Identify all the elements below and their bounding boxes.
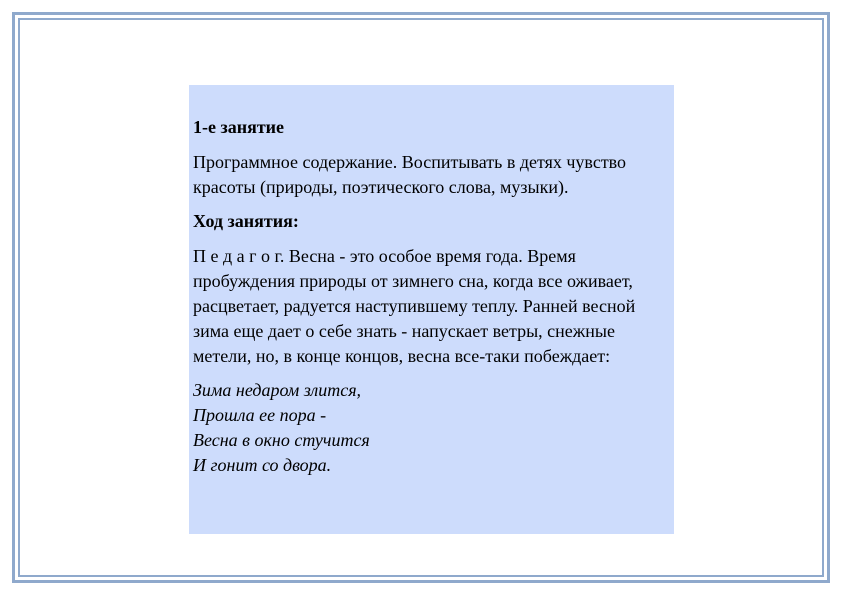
program-content: Программное содержание. Воспитывать в детях чувство красоты (природы, поэтического слова, музыки).: [193, 152, 627, 197]
poem-line: Весна в окно стучится: [193, 430, 370, 450]
progress-heading: Ход занятия:: [193, 211, 299, 231]
teacher-speech: П е д а г о г. Весна - это особое время года. Время пробуждения природы от зимнего сна, когда все оживает, расцветает, радуется наступившему теплу. Ранней весной зима еще дает о себе знать - напускает ветры, снежные метели, но, в конце концов, весна все-таки побеждает:: [193, 246, 636, 366]
lesson-text-box: [189, 85, 674, 534]
poem-line: Зима недаром злится,: [193, 380, 362, 400]
lesson-title: 1-е занятие: [193, 117, 285, 137]
poem: [193, 378, 668, 478]
poem-line: Прошла ее пора -: [193, 405, 327, 425]
poem-line: И гонит со двора.: [193, 455, 332, 475]
